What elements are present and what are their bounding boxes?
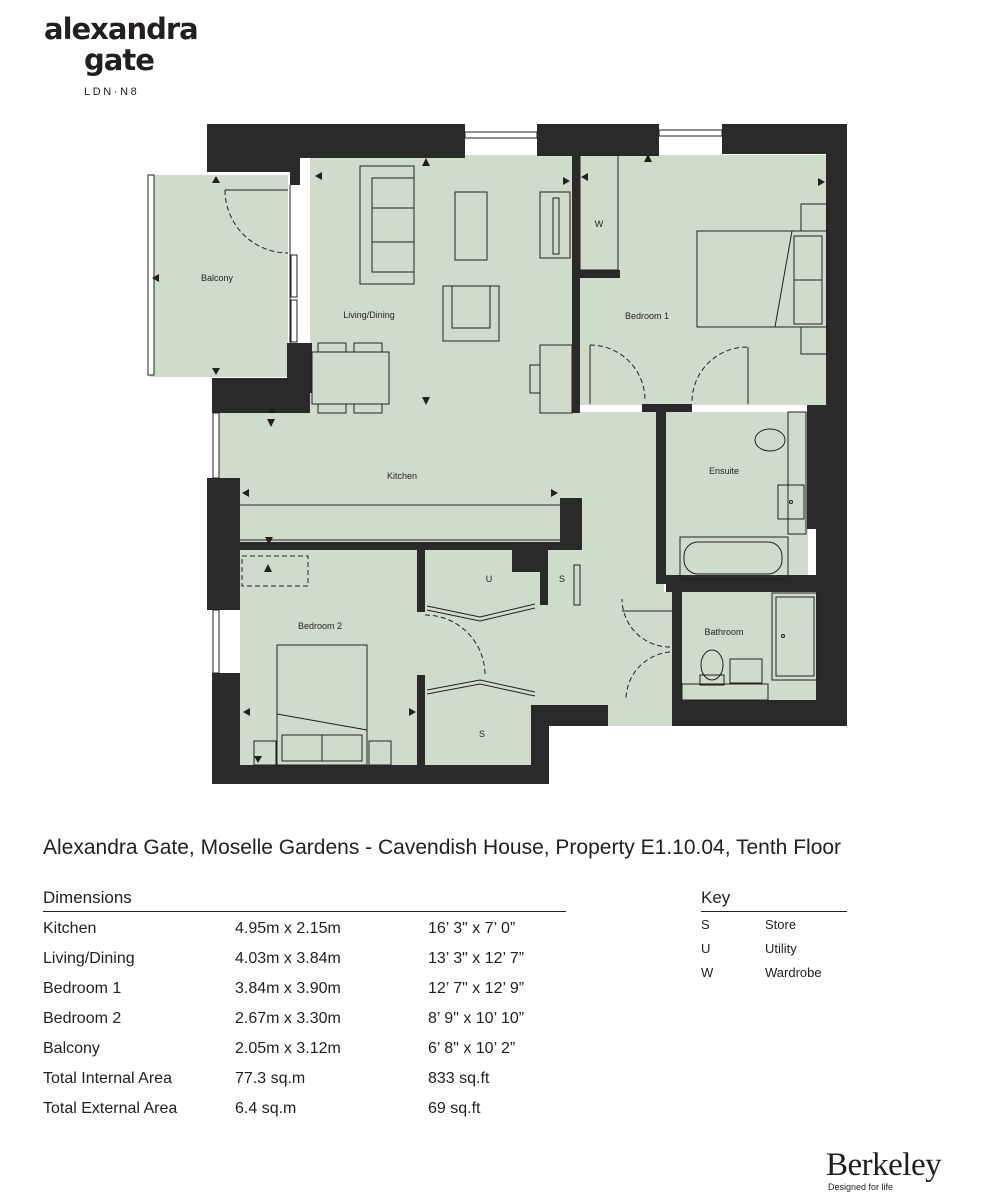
dimensions-row bbox=[43, 1002, 566, 1032]
room-label-store-small: S bbox=[558, 574, 566, 584]
key-heading: Key bbox=[701, 888, 847, 912]
room-label-kitchen: Kitchen bbox=[386, 471, 418, 481]
dimension-room: Bedroom 1 bbox=[43, 980, 122, 997]
key-legend bbox=[701, 888, 847, 984]
dimension-room: Kitchen bbox=[43, 920, 97, 937]
berkeley-logo bbox=[826, 1148, 941, 1192]
dimension-imperial: 69 sq.ft bbox=[428, 1100, 481, 1117]
dimension-metric: 4.95m x 2.15m bbox=[235, 920, 341, 937]
dimension-metric: 2.05m x 3.12m bbox=[235, 1040, 341, 1057]
dimensions-row bbox=[43, 912, 566, 942]
dimensions-row bbox=[43, 942, 566, 972]
dimension-imperial: 8’ 9" x 10’ 10” bbox=[428, 1010, 525, 1027]
bedroom1-floor bbox=[580, 155, 827, 405]
key-item bbox=[701, 912, 847, 936]
dimension-imperial: 13’ 3" x 12’ 7” bbox=[428, 950, 525, 967]
dimension-imperial: 6’ 8" x 10’ 2” bbox=[428, 1040, 516, 1057]
dimension-metric: 77.3 sq.m bbox=[235, 1070, 306, 1087]
dimension-room: Living/Dining bbox=[43, 950, 135, 967]
brand-tagline: Designed for life bbox=[828, 1182, 894, 1192]
room-label-living-dining: Living/Dining bbox=[343, 310, 395, 320]
dimension-room: Total Internal Area bbox=[43, 1070, 172, 1087]
dimensions-heading: Dimensions bbox=[43, 888, 566, 912]
key-code: S bbox=[701, 917, 710, 932]
logo-location: LDN·N8 bbox=[84, 86, 140, 98]
key-label: Wardrobe bbox=[765, 965, 822, 980]
dimensions-row bbox=[43, 972, 566, 1002]
property-title: Alexandra Gate, Moselle Gardens - Cavendish House, Property E1.10.04, Tenth Floor bbox=[43, 836, 842, 859]
hall-floor bbox=[608, 700, 672, 726]
dimension-metric: 2.67m x 3.30m bbox=[235, 1010, 341, 1027]
key-item bbox=[701, 936, 847, 960]
room-label-wardrobe: W bbox=[594, 219, 604, 229]
dimension-imperial: 833 sq.ft bbox=[428, 1070, 490, 1087]
dimension-metric: 6.4 sq.m bbox=[235, 1100, 297, 1117]
room-label-bathroom: Bathroom bbox=[704, 627, 744, 637]
ensuite-floor bbox=[666, 412, 808, 580]
dimensions-row bbox=[43, 1032, 566, 1062]
dimension-metric: 3.84m x 3.90m bbox=[235, 980, 341, 997]
dimensions-row bbox=[43, 1062, 566, 1092]
dimension-room: Bedroom 2 bbox=[43, 1010, 122, 1027]
dimension-room: Total External Area bbox=[43, 1100, 178, 1117]
key-code: U bbox=[701, 941, 711, 956]
key-label: Store bbox=[765, 917, 797, 932]
logo-line-2: gate bbox=[84, 43, 154, 77]
room-label-utility: U bbox=[485, 574, 493, 584]
key-item bbox=[701, 960, 847, 984]
dimension-room: Balcony bbox=[43, 1040, 100, 1057]
dimensions-table bbox=[43, 888, 566, 1122]
room-label-balcony: Balcony bbox=[200, 273, 234, 283]
room-label-store-large: S bbox=[478, 729, 486, 739]
dimension-imperial: 12’ 7" x 12’ 9” bbox=[428, 980, 525, 997]
key-label: Utility bbox=[765, 941, 797, 956]
dimension-imperial: 16’ 3" x 7’ 0” bbox=[428, 920, 516, 937]
logo-line-1: alexandra bbox=[44, 12, 198, 46]
room-label-ensuite: Ensuite bbox=[708, 466, 740, 476]
floor-areas bbox=[150, 155, 827, 765]
room-label-bedroom-2: Bedroom 2 bbox=[297, 621, 343, 631]
dimensions-row bbox=[43, 1092, 566, 1122]
room-label-bedroom-1: Bedroom 1 bbox=[624, 311, 670, 321]
brand-name: Berkeley bbox=[826, 1147, 942, 1183]
dimension-metric: 4.03m x 3.84m bbox=[235, 950, 341, 967]
key-code: W bbox=[701, 965, 714, 980]
